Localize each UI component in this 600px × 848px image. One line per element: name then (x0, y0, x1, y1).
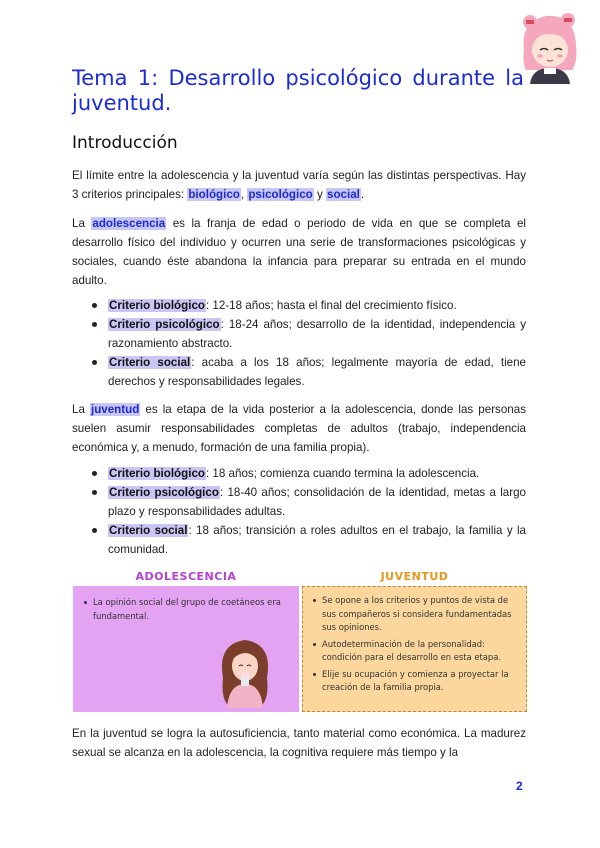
juventud-box (302, 586, 527, 712)
list-item: Elije su ocupación y comienza a proyectar la creación de la familia propia. (312, 668, 512, 695)
juventud-definition: La juventud es la etapa de la vida posterior a la adolescencia, donde las personas suelen asumir responsabilidades completas de adultos (trabajo, independencia económica y, a menudo, formación de una familia propia). (72, 403, 526, 454)
list-item: La opinión social del grupo de coetáneos era fundamental. (83, 596, 283, 623)
keyword-social: social (327, 188, 360, 201)
list-item: Autodeterminación de la personalidad: condición para el desarrollo en esta etapa. (312, 638, 512, 665)
adolescencia-definition: La adolescencia es la franja de edad o periodo de vida en que se completa el desarrollo físico del individuo y ocurren una serie de transformaciones psicológicas y sociales, cuando éste abandona la infancia para preparar su entrada en el mundo adulto. (72, 217, 526, 287)
term-adolescencia: adolescencia (92, 217, 166, 230)
list-item: Criterio psicológico: 18-40 años; consolidación de la identidad, metas a largo plazo y responsabilidades adultas. (90, 483, 526, 521)
list-item: Criterio biológico: 12-18 años; hasta el final del crecimiento físico. (90, 296, 526, 315)
intro-paragraph: El límite entre la adolescencia y la juventud varía según las distintas perspectivas. Hay 3 criterios principales: biológico, psicológico y social. (72, 169, 526, 201)
page-number: 2 (516, 779, 523, 793)
adolescencia-criteria-list (90, 296, 526, 391)
juventud-column-title: JUVENTUD (380, 570, 449, 583)
term-juventud: juventud (90, 403, 140, 416)
list-item: Criterio psicológico: 18-24 años; desarrollo de la identidad, independencia y razonamiento abstracto. (90, 315, 526, 353)
list-item: Criterio social: 18 años; transición a roles adultos en el trabajo, la familia y la comunidad. (90, 521, 526, 559)
closing-paragraph: En la juventud se logra la autosuficiencia, tanto material como económica. La madurez sexual se alcanza en la adolescencia, la cognitiva requiere más tiempo y la (72, 727, 526, 759)
adolescencia-box (73, 586, 299, 712)
list-item: Criterio social: acaba a los 18 años; legalmente mayoría de edad, tiene derechos y responsabilidades legales. (90, 353, 526, 391)
adolescencia-column-title: ADOLESCENCIA (135, 570, 237, 583)
keyword-biologico: biológico (188, 188, 240, 201)
juventud-criteria-list (90, 464, 526, 559)
section-heading: Introducción (72, 133, 178, 153)
page-title: Tema 1: Desarrollo psicológico durante la juventud. (72, 66, 524, 115)
list-item: Se opone a los criterios y puntos de vista de sus compañeros si considera fundamentadas sus opiniones. (312, 594, 512, 635)
comparison-table (73, 566, 527, 712)
keyword-psicologico: psicológico (248, 188, 313, 201)
anime-girl-avatar-icon (516, 10, 582, 84)
girl-illustration-icon (213, 634, 277, 708)
list-item: Criterio biológico: 18 años; comienza cuando termina la adolescencia. (90, 464, 526, 483)
